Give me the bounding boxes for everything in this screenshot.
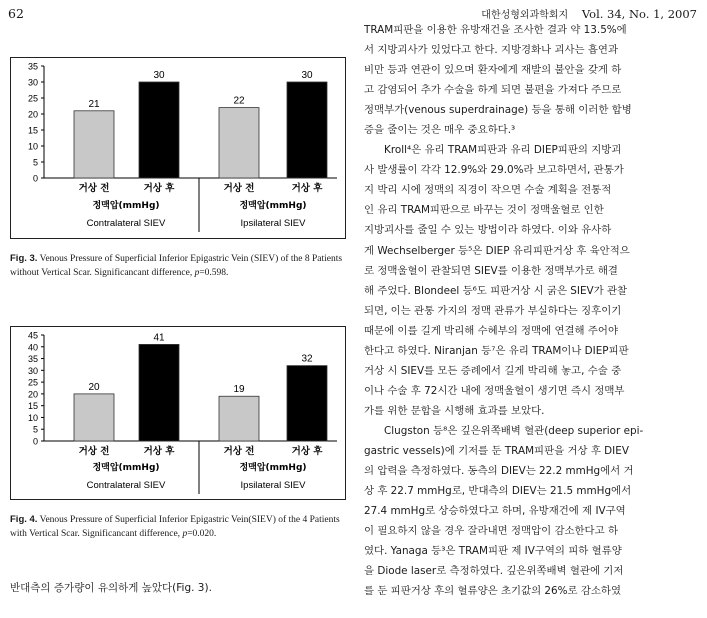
- y-tick-label: 45: [27, 330, 38, 341]
- body-line: 지 박리 시에 정맥의 직경이 작으면 수술 계획을 전통적: [364, 184, 612, 197]
- body-line: 정맥부가(venous superdrainage) 등을 통해 이러한 합병: [364, 104, 632, 117]
- y-tick-label: 15: [27, 401, 38, 412]
- bar-value-label: 32: [301, 353, 313, 365]
- figure-4-chart: [11, 327, 345, 499]
- body-line: gastric vessels)에 기저를 둔 TRAM피판을 거상 후 DIEV: [364, 444, 629, 457]
- y-tick-label: 20: [27, 389, 38, 400]
- running-header: [481, 6, 697, 21]
- body-line: 지방괴사를 줄일 수 있는 방법이라 하였다. 이와 유사하: [364, 224, 612, 237]
- bar: [139, 82, 179, 178]
- figure-4-label: Fig. 4.: [10, 514, 38, 525]
- figure-3-caption-text: Venous Pressure of Superficial Inferior Epigastric Vein (SIEV) of the 8 Patients without Vertical Scar. Significancant difference,: [10, 254, 343, 278]
- body-line: 한다고 하였다. Niranjan 등⁷은 유리 TRAM이나 DIEP피판: [364, 344, 629, 357]
- body-line: 이 필요하지 않을 경우 잘라내면 정맥압이 감소한다고 하: [364, 525, 618, 538]
- body-line: 이나 수술 후 72시간 내에 정맥울혈이 생기면 즉시 정맥부: [364, 384, 625, 397]
- body-line: 되면, 이는 관통 가지의 정맥 관류가 부실하다는 징후이기: [364, 304, 622, 317]
- y-tick-label: 20: [27, 109, 38, 120]
- journal-volume: Vol. 34, No. 1, 2007: [581, 7, 697, 21]
- figure-3-label: Fig. 3.: [10, 253, 38, 264]
- bar: [139, 344, 179, 441]
- y-tick-label: 40: [27, 342, 38, 353]
- left-column-text: 반대측의 증가량이 유의하게 높았다(Fig. 3).: [10, 582, 212, 594]
- body-line: 해 주었다. Blondeel 등⁶도 피판거상 시 굵은 SIEV가 관찰: [364, 284, 628, 297]
- y-tick-label: 30: [27, 77, 38, 88]
- figure-4-caption-text: Venous Pressure of Superficial Inferior Epigastric Vein(SIEV) of the 4 Patients with Vertical Scar. Significancant difference,: [10, 515, 340, 539]
- y-tick-label: 30: [27, 365, 38, 376]
- body-line: 증을 줄이는 것은 매우 중요하다.³: [364, 124, 516, 137]
- figure-4-caption: [10, 513, 345, 541]
- group-axis-label: 정맥압(mmHg): [239, 463, 307, 473]
- body-line: 서 지방괴사가 있었다고 한다. 지방경화나 괴사는 흡연과: [364, 44, 618, 57]
- y-tick-label: 25: [27, 93, 38, 104]
- y-tick-label: 10: [27, 141, 38, 152]
- body-line: 비만 등과 연관이 있으며 환자에게 재발의 불안을 갖게 하: [364, 64, 622, 77]
- category-label: 거상 전: [223, 446, 255, 457]
- figure-4-box: [10, 326, 346, 500]
- bar: [219, 108, 259, 178]
- body-line: 의 압력을 측정하였다. 동측의 DIEV는 22.2 mmHg에서 거: [364, 465, 634, 478]
- bar: [287, 366, 327, 441]
- bar-value-label: 41: [153, 332, 165, 344]
- body-line: 인 유리 TRAM피판으로 바꾸는 것이 정맥울혈로 인한: [364, 204, 604, 217]
- bar: [74, 394, 114, 441]
- y-tick-label: 25: [27, 377, 38, 388]
- bar-value-label: 19: [233, 384, 245, 396]
- body-line: TRAM피판을 이용한 유방재건을 조사한 결과 약 13.5%에: [364, 24, 627, 36]
- figure-3-caption: [10, 252, 345, 280]
- body-line: 였다. Yanaga 등³은 TRAM피판 제 IV구역의 피하 혈류양: [364, 545, 622, 558]
- body-line: Kroll⁴은 유리 TRAM피판과 유리 DIEP피판의 지방괴: [384, 144, 622, 157]
- group-name-label: Contralateral SIEV: [86, 480, 166, 491]
- category-label: 거상 후: [143, 183, 175, 194]
- y-tick-label: 5: [32, 157, 38, 168]
- figure-3-p-value: =0.598.: [199, 268, 229, 278]
- bar: [74, 111, 114, 178]
- figure-3-p-symbol: p: [194, 268, 200, 278]
- journal-korean-title: 대한성형외과학회지: [481, 10, 569, 21]
- bar-value-label: 30: [301, 70, 313, 81]
- bar-value-label: 21: [88, 98, 100, 110]
- figure-3-chart: [11, 58, 345, 238]
- category-label: 거상 후: [291, 183, 323, 194]
- body-line: 거상 시 SIEV를 모든 증례에서 길게 박리해 놓고, 수술 중: [364, 364, 622, 377]
- y-tick-label: 35: [27, 354, 38, 365]
- group-name-label: Contralateral SIEV: [86, 218, 166, 229]
- y-tick-label: 35: [27, 61, 38, 72]
- y-tick-label: 0: [32, 436, 38, 447]
- body-line: 사 발생률이 각각 12.9%와 29.0%라 보고하면서, 관통가: [364, 164, 624, 177]
- group-axis-label: 정맥압(mmHg): [92, 463, 160, 473]
- bar-value-label: 20: [88, 381, 100, 393]
- body-line: 고 감염되어 추가 수술을 하게 되면 불편을 가져다 주므로: [364, 84, 622, 97]
- category-label: 거상 전: [78, 183, 110, 194]
- body-line: 게 Wechselberger 등⁵은 DIEP 유리피판거상 후 육안적으: [364, 244, 630, 257]
- bar: [219, 396, 259, 441]
- y-tick-label: 10: [27, 412, 38, 423]
- body-line: 가를 위한 문합을 시행해 효과를 보았다.: [364, 404, 545, 417]
- body-line: Clugston 등⁸은 깊은위쪽배벽 혈관(deep superior epi-: [384, 424, 644, 437]
- y-tick-label: 0: [32, 173, 38, 184]
- group-name-label: Ipsilateral SIEV: [240, 218, 306, 229]
- body-line: 상 후 22.7 mmHg로, 반대측의 DIEV는 21.5 mmHg에서: [364, 485, 632, 498]
- body-text-column: [364, 20, 700, 601]
- bar: [287, 82, 327, 178]
- figure-3-box: [10, 57, 346, 239]
- figure-4-p-symbol: p: [182, 529, 188, 539]
- group-axis-label: 정맥압(mmHg): [239, 201, 307, 211]
- bar-value-label: 22: [233, 95, 245, 107]
- body-line: 때문에 이를 길게 박리해 수혜부의 정맥에 연결해 주어야: [364, 324, 618, 337]
- y-tick-label: 15: [27, 125, 38, 136]
- category-label: 거상 전: [223, 183, 255, 194]
- body-line: 로 정맥울혈이 관찰되면 SIEV를 이용한 정맥부가로 해결: [364, 264, 618, 277]
- category-label: 거상 전: [78, 446, 110, 457]
- figure-4-p-value: =0.020.: [187, 529, 217, 539]
- category-label: 거상 후: [291, 446, 323, 457]
- group-axis-label: 정맥압(mmHg): [92, 201, 160, 211]
- page-number: 62: [8, 6, 24, 21]
- body-line: 을 Diode laser로 측정하였다. 깊은위쪽배벽 혈관에 기저: [364, 565, 624, 578]
- group-name-label: Ipsilateral SIEV: [240, 480, 306, 491]
- body-line: 를 둔 피판거상 후의 혈류양은 초기값의 26%로 감소하였: [364, 585, 621, 598]
- y-tick-label: 5: [32, 424, 38, 435]
- bar-value-label: 30: [153, 70, 165, 81]
- category-label: 거상 후: [143, 446, 175, 457]
- body-line: 27.4 mmHg로 상승하였다고 하며, 유방재건에 제 IV구역: [364, 505, 626, 518]
